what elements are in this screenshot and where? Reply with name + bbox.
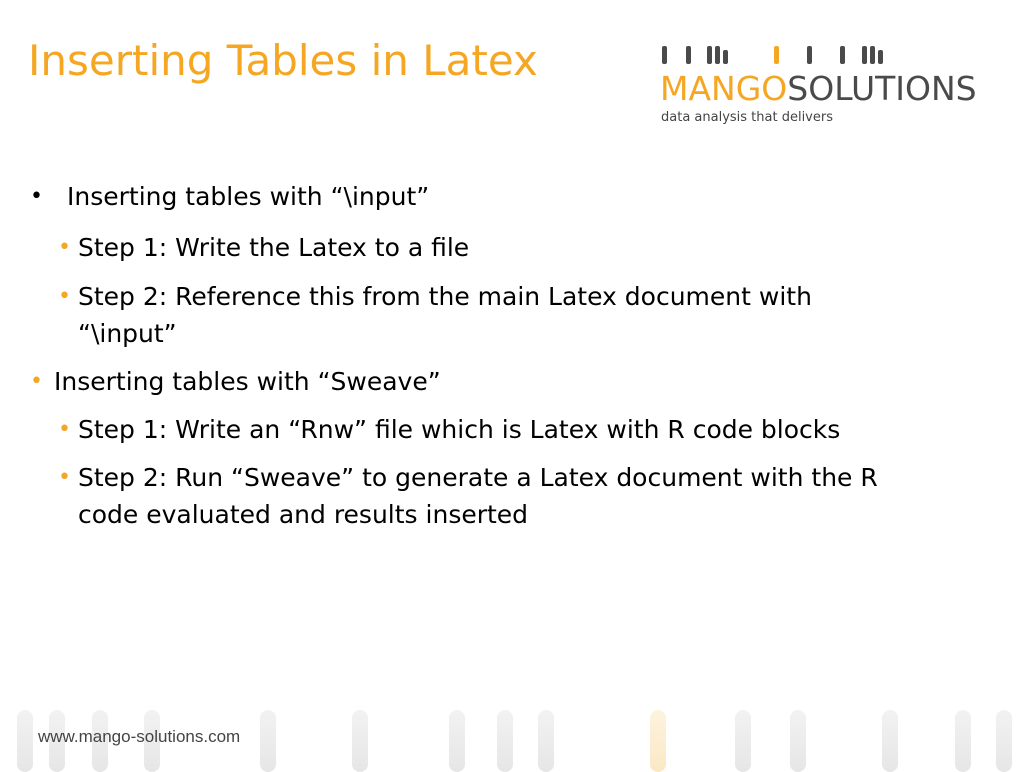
bullet-text-continuation: code evaluated and results inserted xyxy=(78,500,529,529)
logo-wordmark xyxy=(660,70,977,108)
footer-website: www.mango-solutions.com xyxy=(38,727,241,746)
bullet-marker: • xyxy=(58,417,71,442)
logo-brand-mango: MANGO xyxy=(660,69,788,108)
bullet-marker: • xyxy=(58,235,71,260)
mango-solutions-logo xyxy=(660,44,1000,134)
bullet-marker: • xyxy=(58,465,71,490)
bullet-marker: • xyxy=(58,284,71,309)
bullet-text: Step 1: Write an “Rnw” file which is Latex with R code blocks xyxy=(78,415,841,444)
bullet-text: Inserting tables with “\input” xyxy=(67,182,430,211)
bullet-text: Step 2: Run “Sweave” to generate a Latex document with the R xyxy=(78,463,878,492)
bullet-marker: • xyxy=(30,369,43,394)
logo-tagline: data analysis that delivers xyxy=(661,110,833,125)
bullet-text: Inserting tables with “Sweave” xyxy=(54,367,441,396)
slide-title: Inserting Tables in Latex xyxy=(28,36,538,85)
bullet-text: Step 1: Write the Latex to a file xyxy=(78,233,470,262)
logo-bars-icon xyxy=(662,44,892,66)
bullet-marker: • xyxy=(30,184,43,209)
bullet-text-continuation: “\input” xyxy=(78,319,177,348)
logo-brand-solutions: SOLUTIONS xyxy=(787,69,977,108)
bullet-text: Step 2: Reference this from the main Latex document with xyxy=(78,282,812,311)
